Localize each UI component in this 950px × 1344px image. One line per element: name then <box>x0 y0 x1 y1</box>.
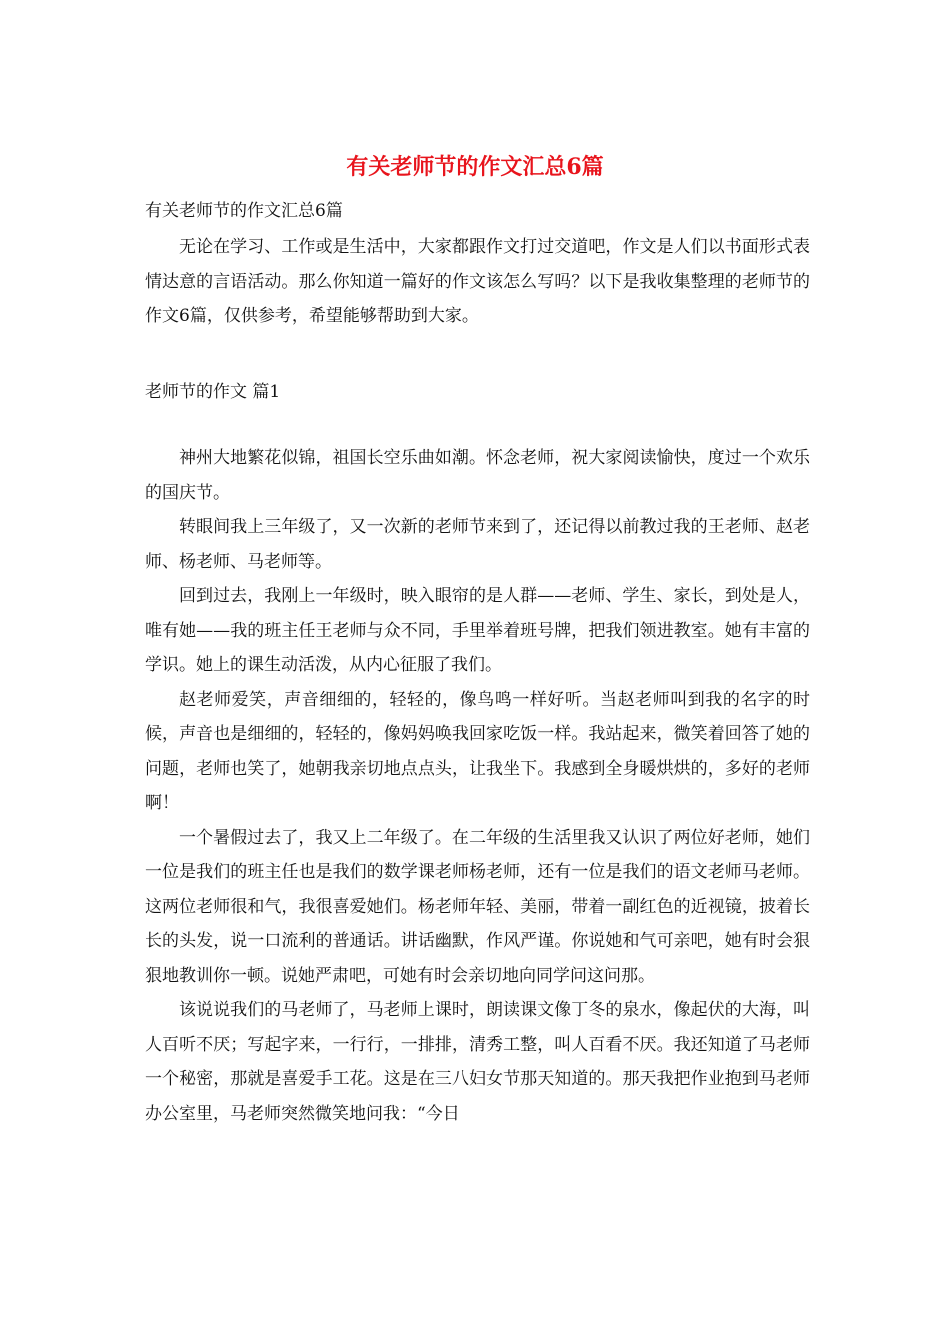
section-heading: 老师节的作文 篇1 <box>145 382 281 402</box>
paragraph: 回到过去，我刚上一年级时，映入眼帘的是人群——老师、学生、家长，到处是人，唯有她——我的班主任王老师与众不同，手里举着班号牌，把我们领进教室。她有丰富的学识。她上的课生动活泼，从内心征服了我们。 <box>145 586 810 675</box>
intro-paragraph: 无论在学习、工作或是生活中，大家都跟作文打过交道吧，作文是人们以书面形式表情达意的言语活动。那么你知道一篇好的作文该怎么写吗？以下是我收集整理的老师节的作文6篇，仅供参考，希望能够帮助到大家。 <box>145 237 810 326</box>
document-title: 有关老师节的作文汇总6篇 <box>346 154 604 180</box>
paragraph: 赵老师爱笑，声音细细的，轻轻的，像鸟鸣一样好听。当赵老师叫到我的名字的时候，声音也是细细的，轻轻的，像妈妈唤我回家吃饭一样。我站起来，微笑着回答了她的问题，老师也笑了，她朝我亲切地点点头，让我坐下。我感到全身暖烘烘的，多好的老师啊！ <box>145 689 810 813</box>
intro-block <box>145 230 810 334</box>
document-subtitle: 有关老师节的作文汇总6篇 <box>145 201 343 221</box>
paragraph: 一个暑假过去了，我又上二年级了。在二年级的生活里我又认识了两位好老师，她们一位是我们的班主任也是我们的数学课老师杨老师，还有一位是我们的语文老师马老师。这两位老师很和气，我很喜爱她们。杨老师年轻、美丽，带着一副红色的近视镜，披着长长的头发，说一口流利的普通话。讲话幽默，作风严谨。你说她和气可亲吧，她有时会狠狠地教训你一顿。说她严肃吧，可她有时会亲切地向同学问这问那。 <box>145 827 810 986</box>
paragraph: 转眼间我上三年级了，又一次新的老师节来到了，还记得以前教过我的王老师、赵老师、杨老师、马老师等。 <box>145 517 810 572</box>
paragraph: 神州大地繁花似锦，祖国长空乐曲如潮。怀念老师，祝大家阅读愉快，度过一个欢乐的国庆节。 <box>145 448 810 503</box>
paragraph: 该说说我们的马老师了，马老师上课时，朗读课文像丁冬的泉水，像起伏的大海，叫人百听不厌；写起字来，一行行，一排排，清秀工整，叫人百看不厌。我还知道了马老师一个秘密，那就是喜爱手工花。这是在三八妇女节那天知道的。那天我把作业抱到马老师办公室里，马老师突然微笑地问我：“今日 <box>145 1000 810 1124</box>
essay-body <box>145 441 810 1131</box>
